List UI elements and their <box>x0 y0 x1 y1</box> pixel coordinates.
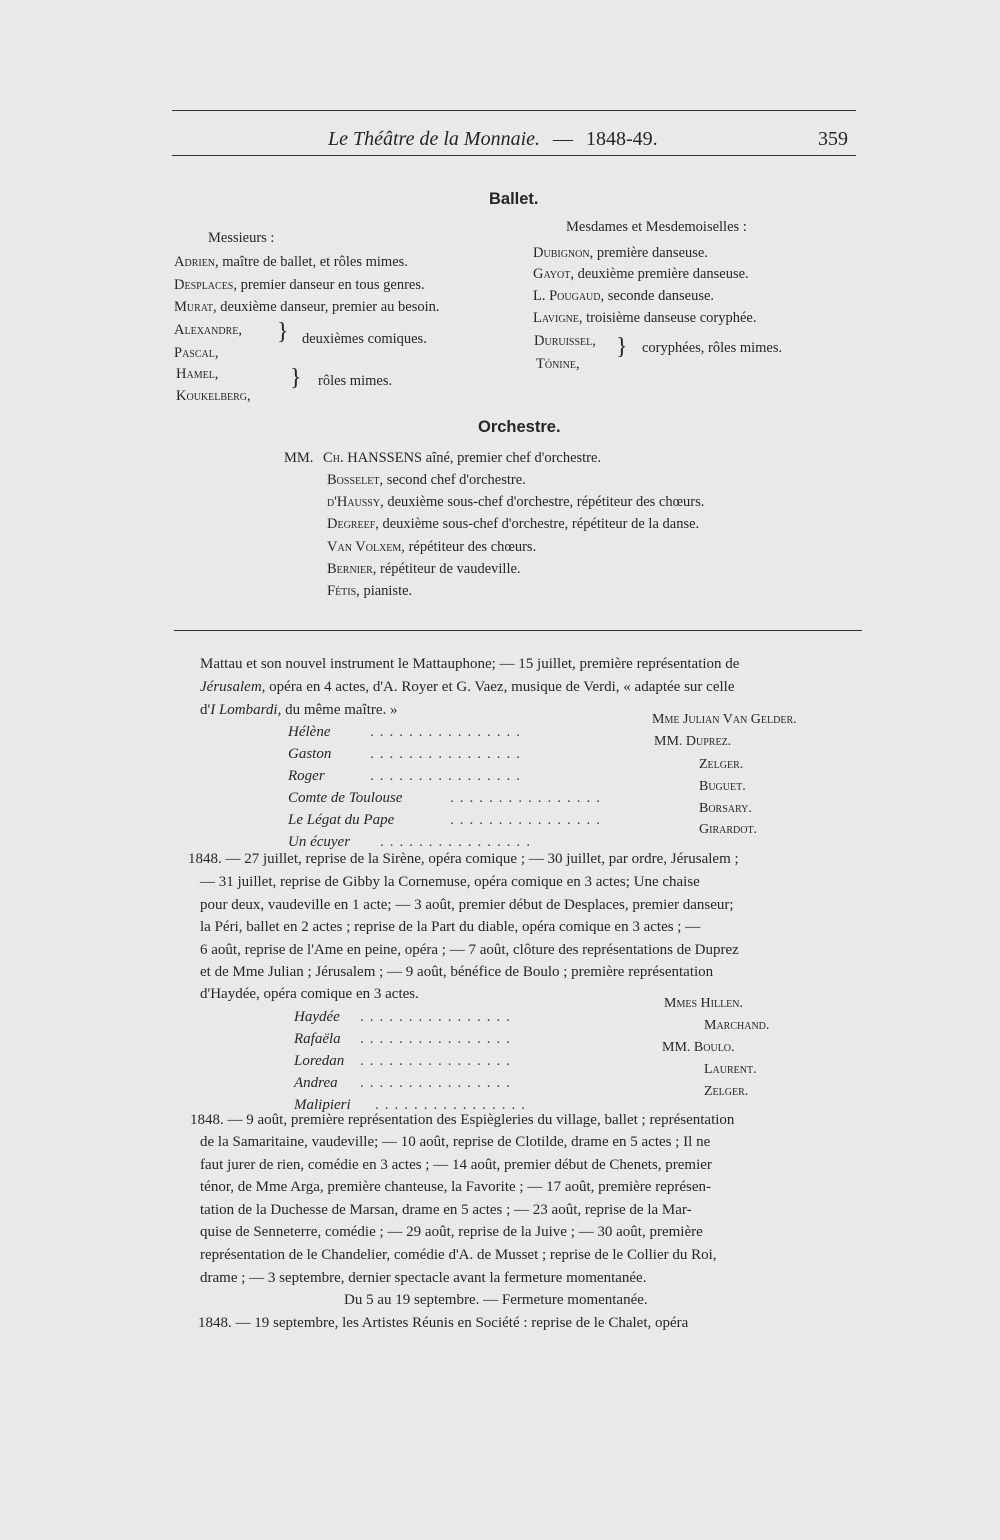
ballet-woman-row: Gayot, deuxième première danseuse. <box>533 266 749 282</box>
running-header <box>328 128 658 151</box>
header-dash: — <box>553 128 574 150</box>
ballet-man-row: Adrien, maître de ballet, et rôles mimes. <box>174 254 408 270</box>
header-top-rule <box>172 110 856 111</box>
ballet-women-group-name: Duruissel, <box>534 333 596 349</box>
orchestre-member: Van Volxem, répétiteur des chœurs. <box>327 539 537 555</box>
ballet-group2-name: Koukelberg, <box>176 388 251 404</box>
cast-role: Un écuyer <box>288 834 351 850</box>
cast-actor: Borsary. <box>699 801 752 816</box>
ballet-group2-name: Hamel, <box>176 366 219 382</box>
header-bottom-rule <box>172 155 856 156</box>
cast-actor: MM. Boulo. <box>662 1040 735 1055</box>
orchestre-member: d'Haussy, deuxième sous-chef d'orchestre, répétiteur des chœurs. <box>327 494 705 510</box>
header-title: Le Théâtre de la Monnaie. <box>328 128 541 150</box>
cast-role: Le Légat du Pape <box>288 812 395 828</box>
chronicle-line: Jérusalem, opéra en 4 actes, d'A. Royer et G. Vaez, musique de Verdi, « adaptée sur celle <box>200 679 735 695</box>
chronicle-line: pour deux, vaudeville en 1 acte; — 3 août, premier début de Desplaces, premier danseur; <box>200 897 734 913</box>
chronicle-line: 6 août, reprise de l'Ame en peine, opéra ; — 7 août, clôture des représentations de Duprez <box>200 942 739 958</box>
cast-role: Roger <box>288 768 325 784</box>
orchestre-member: Fétis, pianiste. <box>327 583 413 599</box>
ballet-woman-row: Dubignon, première danseuse. <box>533 245 708 261</box>
orchestre-member: Bernier, répétiteur de vaudeville. <box>327 561 521 577</box>
chronicle-line: Mattau et son nouvel instrument le Mattauphone; — 15 juillet, première représentation de <box>200 656 740 672</box>
leader-dots: ................ <box>370 746 526 762</box>
cast-actor: Zelger. <box>704 1084 749 1099</box>
ballet-group1-role: deuxièmes comiques. <box>302 331 427 347</box>
ballet-woman-row: L. Pougaud, seconde danseuse. <box>533 288 715 304</box>
orchestre-member: Degreef, deuxième sous-chef d'orchestre, répétiteur de la danse. <box>327 516 700 532</box>
ballet-women-group-role: coryphées, rôles mimes. <box>642 340 783 356</box>
men-label: Messieurs : <box>208 230 275 246</box>
leader-dots: ................ <box>370 724 526 740</box>
cast-role: Comte de Toulouse <box>288 790 403 806</box>
chronicle-line: d'Haydée, opéra comique en 3 actes. <box>200 986 419 1002</box>
brace-icon: } <box>277 319 289 345</box>
orchestre-lead: MM. Ch. HANSSENS aîné, premier chef d'orchestre. <box>284 450 602 466</box>
header-years: 1848-49. <box>586 128 658 150</box>
chronicle-line: drame ; — 3 septembre, dernier spectacle avant la fermeture momentanée. <box>200 1270 647 1286</box>
chronicle-line: et de Mme Julian ; Jérusalem ; — 9 août, bénéfice de Boulo ; première représentation <box>200 964 714 980</box>
chronicle-line: quise de Senneterre, comédie ; — 29 août, reprise de la Juive ; — 30 août, première <box>200 1224 703 1240</box>
ballet-man-row: Murat, deuxième danseur, premier au besoin. <box>174 299 440 315</box>
leader-dots: ................ <box>380 834 536 850</box>
cast-role: Loredan <box>294 1053 345 1069</box>
leader-dots: ................ <box>370 768 526 784</box>
ballet-group2-role: rôles mimes. <box>318 373 393 389</box>
cast-role: Gaston <box>288 746 332 762</box>
women-label: Mesdames et Mesdemoiselles : <box>566 219 747 235</box>
brace-icon: } <box>290 365 302 391</box>
cast-role: Hélène <box>288 724 331 740</box>
cast-actor: MM. Duprez. <box>654 734 732 749</box>
chronicle-line: d'I Lombardi, du même maître. » <box>200 702 398 718</box>
section-divider <box>174 630 862 631</box>
cast-actor: Mme Julian Van Gelder. <box>652 712 797 727</box>
ballet-woman-row: Lavigne, troisième danseuse coryphée. <box>533 310 757 326</box>
leader-dots: ................ <box>450 812 606 828</box>
orchestre-member: Bosselet, second chef d'orchestre. <box>327 472 526 488</box>
chronicle-line: 1848. — 9 août, première représentation des Espiègleries du village, ballet ; représentation <box>190 1112 735 1128</box>
ballet-heading: Ballet. <box>489 190 539 208</box>
leader-dots: ................ <box>360 1031 516 1047</box>
cast-actor: Marchand. <box>704 1018 770 1033</box>
cast-actor: Zelger. <box>699 757 744 772</box>
ballet-women-group-name: Tónine, <box>536 356 580 372</box>
cast-role: Rafaëla <box>294 1031 341 1047</box>
cast-role: Malipieri <box>294 1097 351 1113</box>
leader-dots: ................ <box>450 790 606 806</box>
cast-actor: Girardot. <box>699 822 758 837</box>
leader-dots: ................ <box>360 1009 516 1025</box>
cast-actor: Laurent. <box>704 1062 757 1077</box>
chronicle-line: Du 5 au 19 septembre. — Fermeture momentanée. <box>344 1292 648 1308</box>
chronicle-line: représentation de le Chandelier, comédie d'A. de Musset ; reprise de le Collier du Roi, <box>200 1247 717 1263</box>
cast-actor: Buguet. <box>699 779 746 794</box>
cast-actor: Mmes Hillen. <box>664 996 744 1011</box>
leader-dots: ................ <box>360 1075 516 1091</box>
chronicle-line: faut jurer de rien, comédie en 3 actes ; — 14 août, premier début de Chenets, premier <box>200 1157 712 1173</box>
leader-dots: ................ <box>360 1053 516 1069</box>
page-number: 359 <box>818 128 848 150</box>
cast-role: Andrea <box>294 1075 338 1091</box>
chronicle-line: la Péri, ballet en 2 actes ; reprise de la Part du diable, opéra comique en 3 actes ; — <box>200 919 701 935</box>
ballet-group1-name: Alexandre, <box>174 322 242 338</box>
chronicle-line: 1848. — 19 septembre, les Artistes Réunis en Société : reprise de le Chalet, opéra <box>198 1315 689 1331</box>
chronicle-line: ténor, de Mme Arga, première chanteuse, la Favorite ; — 17 août, première représen- <box>200 1179 712 1195</box>
leader-dots: ................ <box>375 1097 531 1113</box>
chronicle-line: — 31 juillet, reprise de Gibby la Cornemuse, opéra comique en 3 actes; Une chaise <box>200 874 700 890</box>
cast-role: Haydée <box>294 1009 340 1025</box>
ballet-man-row: Desplaces, premier danseur en tous genres. <box>174 277 425 293</box>
ballet-group1-name: Pascal, <box>174 345 219 361</box>
chronicle-line: de la Samaritaine, vaudeville; — 10 août, reprise de Clotilde, drame en 5 actes ; Il ne <box>200 1134 711 1150</box>
chronicle-line: 1848. — 27 juillet, reprise de la Sirène, opéra comique ; — 30 juillet, par ordre, Jérusalem ; <box>188 851 739 867</box>
brace-icon: } <box>616 334 628 360</box>
chronicle-line: tation de la Duchesse de Marsan, drame en 5 actes ; — 23 août, reprise de la Mar- <box>200 1202 692 1218</box>
orchestre-heading: Orchestre. <box>478 418 561 436</box>
